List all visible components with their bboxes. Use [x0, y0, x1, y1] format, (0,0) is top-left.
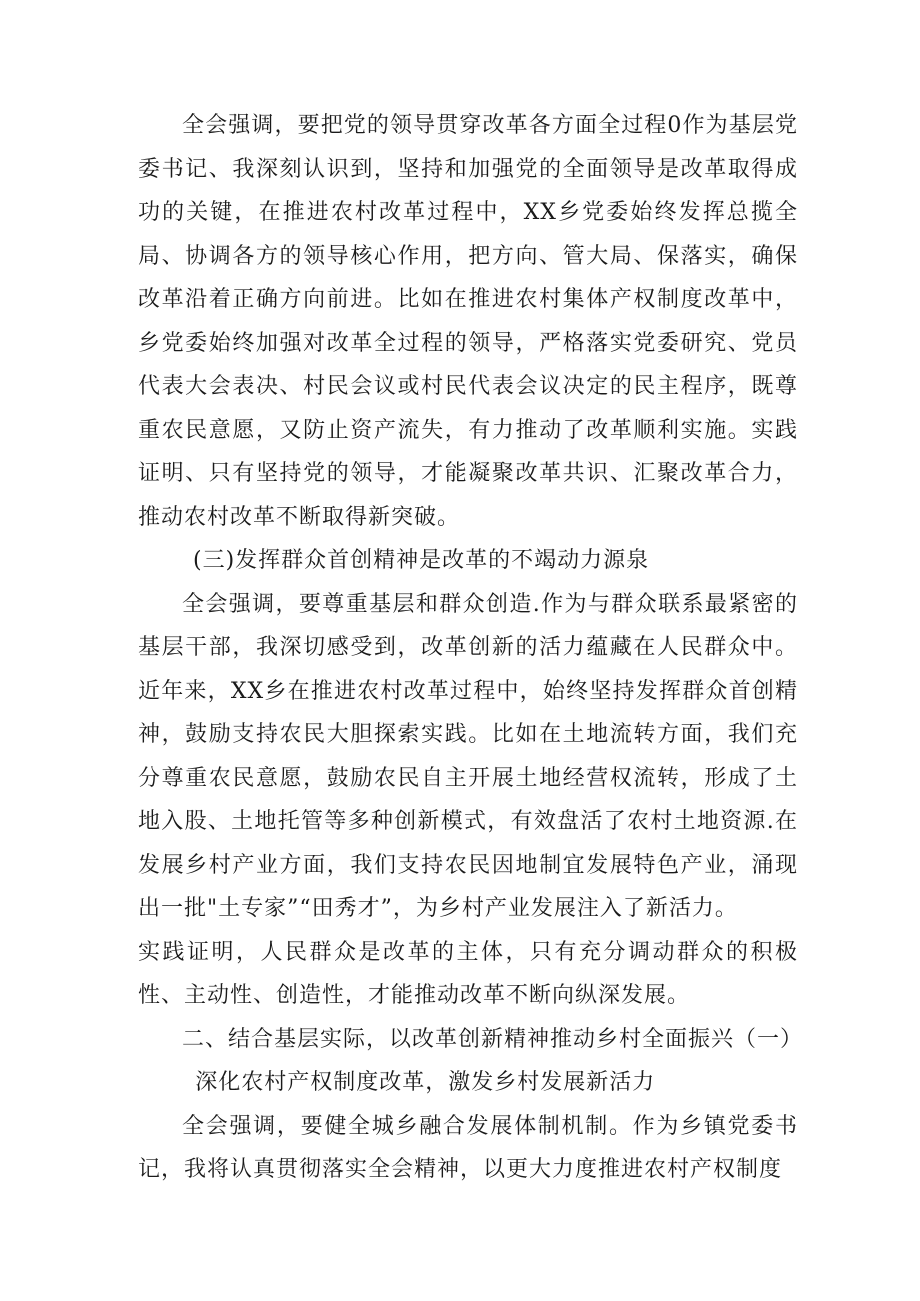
paragraph-mass-creativity: 全会强调，要尊重基层和群众创造.作为与群众联系最紧密的基层干部，我深切感受到，改革创新的活力蕴藏在人民群众中。近年来，XX乡在推进农村改革过程中，始终坚持发挥群众首创精神，鼓励支持农民大胆探索实践。比如在土地流转方面，我们充分尊重农民意愿，鼓励农民自主开展土地经营权流转，形成了土地入股、土地托管等多种创新模式，有效盘活了农村土地资源.在发展乡村产业方面，我们支持农民因地制宜发展特色产业，涌现出一批"土专家”“田秀才”，为乡村产业发展注入了新活力。	[138, 591, 798, 921]
document-body	[138, 104, 804, 1192]
section-heading-3: (三)发挥群众首创精神是改革的不竭动力源泉	[193, 548, 650, 573]
subsection-heading-1: 深化农村产权制度改革，激发乡村发展新活力	[195, 1070, 656, 1095]
paragraph-property-reform: 全会强调，要健全城乡融合发展体制机制。作为乡镇党委书记，我将认真贯彻落实全会精神，以更大力度推进农村产权制度	[138, 1113, 798, 1182]
paragraph-practice-proof: 实践证明，人民群众是改革的主体，只有充分调动群众的积极性、主动性、创造性，才能推动改革不断向纵深发展。	[138, 939, 798, 1008]
section-heading-2: 二、结合基层实际，以改革创新精神推动乡村全面振兴（一）	[182, 1026, 804, 1052]
paragraph-party-leadership: 全会强调，要把党的领导贯穿改革各方面全过程0作为基层党委书记、我深刻认识到，坚持和加强党的全面领导是改革取得成功的关键，在推进农村改革过程中，XX乡党委始终发挥总揽全局、协调各方的领导核心作用，把方向、管大局、保落实，确保改革沿着正确方向前进。比如在推进农村集体产权制度改革中，乡党委始终加强对改革全过程的领导，严格落实党委研究、党员代表大会表决、村民会议或村民代表会议决定的民主程序，既尊重农民意愿，又防止资产流失，有力推动了改革顺利实施。实践证明、只有坚持党的领导，才能凝聚改革共识、汇聚改革合力，推动农村改革不断取得新突破。	[138, 113, 798, 530]
